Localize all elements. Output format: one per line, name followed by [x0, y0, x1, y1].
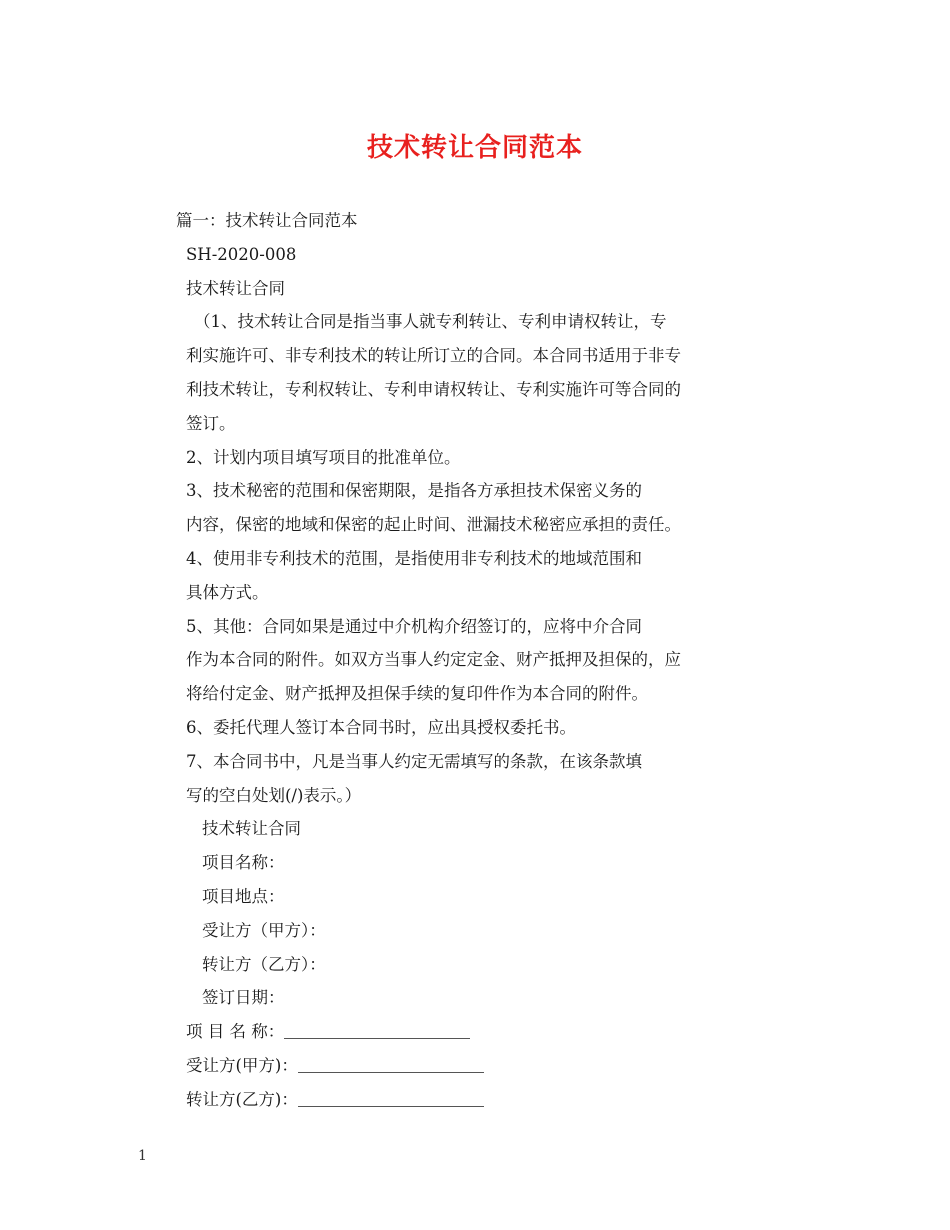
paragraph-line: 作为本合同的附件。如双方当事人约定定金、财产抵押及担保的，应	[186, 650, 681, 670]
contract-subheading: 技术转让合同	[202, 819, 301, 839]
paragraph-line: 6、委托代理人签订本合同书时，应出具授权委托书。	[186, 717, 576, 737]
form-field-project-name	[176, 1015, 776, 1049]
form-field-transferor	[176, 1083, 776, 1117]
form-field-label: 项 目 名 称：	[186, 1022, 285, 1042]
cover-field-transferor: 转让方（乙方）：	[202, 954, 326, 974]
section-heading: 篇一：技术转让合同范本	[176, 211, 358, 230]
form-field-label: 转让方(乙方)：	[186, 1089, 298, 1109]
paragraph-line: 4、使用非专利技术的范围，是指使用非专利技术的地域范围和	[186, 548, 642, 568]
cover-field-project-location: 项目地点：	[202, 886, 285, 906]
paragraph-line: 将给付定金、财产抵押及担保手续的复印件作为本合同的附件。	[186, 684, 648, 704]
paragraph-line: 2、计划内项目填写项目的批准单位。	[186, 447, 461, 467]
paragraph-line: 利实施许可、非专利技术的转让所订立的合同。本合同书适用于非专	[186, 346, 681, 366]
document-body	[176, 204, 776, 1117]
cover-field-sign-date: 签订日期：	[202, 988, 285, 1008]
document-code: SH-2020-008	[186, 244, 297, 264]
paragraph-line: 3、技术秘密的范围和保密期限，是指各方承担技术保密义务的	[186, 481, 642, 501]
document-title: 技术转让合同范本	[366, 133, 583, 163]
blank-underline[interactable]	[284, 1018, 470, 1039]
blank-underline[interactable]	[298, 1052, 484, 1073]
paragraph-line: 内容，保密的地域和保密的起止时间、泄漏技术秘密应承担的责任。	[186, 515, 681, 535]
form-field-label: 受让方(甲方)：	[186, 1055, 298, 1075]
paragraph-line: 写的空白处划(/)表示。）	[186, 785, 362, 805]
paragraph-line: 签订。	[186, 413, 236, 433]
form-field-transferee	[176, 1049, 776, 1083]
paragraph-line: 7、本合同书中，凡是当事人约定无需填写的条款，在该条款填	[186, 751, 642, 771]
paragraph-line: 5、其他：合同如果是通过中介机构介绍签订的，应将中介合同	[186, 616, 642, 636]
cover-field-project-name: 项目名称：	[202, 853, 285, 873]
paragraph-line: 利技术转让，专利权转让、专利申请权转让、专利实施许可等合同的	[186, 379, 681, 399]
paragraph-line: （1、技术转让合同是指当事人就专利转让、专利申请权转让，专	[194, 312, 667, 332]
blank-underline[interactable]	[298, 1086, 484, 1107]
cover-field-transferee: 受让方（甲方）：	[202, 920, 326, 940]
page-number: 1	[138, 1148, 147, 1164]
paragraph-line: 具体方式。	[186, 582, 269, 602]
contract-heading: 技术转让合同	[186, 278, 285, 298]
